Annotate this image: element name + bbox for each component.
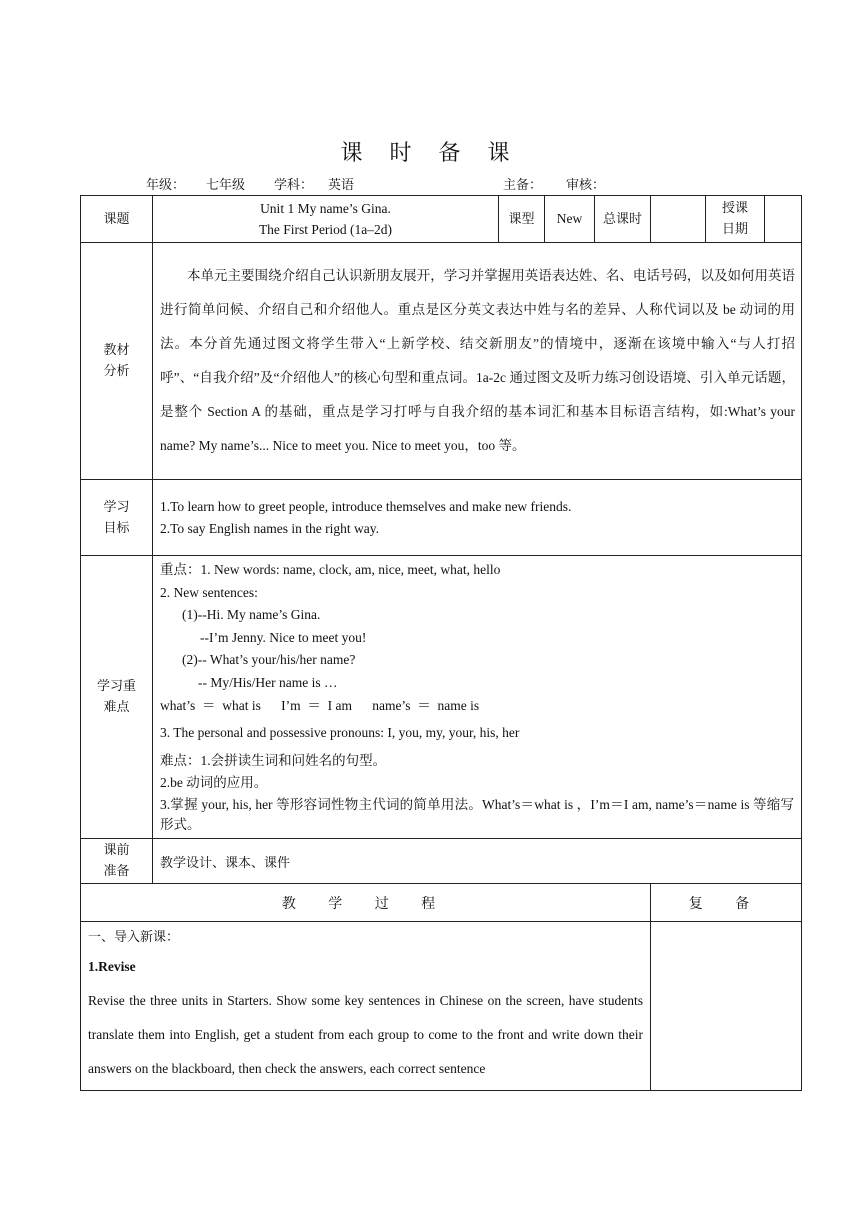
process-header-row	[81, 884, 802, 922]
process-step-title: 1.Revise	[88, 959, 136, 974]
analysis-label: 教材分析	[81, 243, 153, 480]
total-hours-value	[651, 196, 706, 243]
keypoint-line: 2.be 动词的应用。	[160, 775, 268, 791]
analysis-text: 本单元主要围绕介绍自己认识新朋友展开，学习并掌握用英语表达姓、名、电话号码，以及如何用英语进行简单问候、介绍自己和介绍他人。重点是区分英文表达中姓与名的差异、人称代词以及 be 动词的用法。本分首先通过图文将学生带入“上新学校、结交新朋友”的情境中，逐渐在该境中输入“与人打招呼”、“自我介绍”及“介绍他人”的核心句型和重点词。1a-2c 通过图文及听力练习创设语境、引入单元话题，是整个 Section A 的基础，重点是学习打呼与自我介绍的基本词汇和基本目标语言结构，如:What’s your name? My name’s... Nice to meet you. Nice to meet you，too 等。	[160, 268, 795, 453]
keypoints-label: 学习重难点	[81, 556, 153, 839]
date-value	[765, 196, 802, 243]
goal-line-2: 2.To say English names in the right way.	[160, 520, 380, 536]
date-label: 授课日期	[706, 196, 765, 243]
analysis-text-cell	[153, 243, 802, 480]
goal-line-1: 1.To learn how to greet people, introduce themselves and make new friends.	[160, 498, 572, 514]
keypoint-line: 2. New sentences:	[160, 584, 258, 600]
prep-value: 教学设计、课本、课件	[153, 839, 802, 884]
review-header: 复 备	[651, 884, 802, 922]
keypoint-line: (1)--Hi. My name’s Gina.	[182, 607, 321, 623]
goals-cell	[153, 480, 802, 556]
prep-label: 课前准备	[81, 839, 153, 884]
keypoint-line: (2)-- What’s your/his/her name?	[182, 652, 356, 668]
subject-label: 学科：	[274, 178, 314, 193]
keypoint-line: 3. The personal and possessive pronouns: I, you, my, your, his, her	[160, 725, 520, 741]
topic-label: 课题	[81, 196, 153, 243]
keypoint-line: 重点：1. New words: name, clock, am, nice, meet, what, hello	[160, 562, 501, 578]
review-cell	[651, 922, 802, 1091]
page-title: 课 时 备 课	[340, 141, 520, 166]
keypoints-row	[81, 556, 802, 839]
keypoint-line: 难点：1.会拼读生词和问姓名的句型。	[160, 752, 387, 768]
prep-row	[81, 839, 802, 884]
goals-label: 学习目标	[81, 480, 153, 556]
type-label: 课型	[499, 196, 545, 243]
keypoint-line: what’s ＝ what is I’m ＝ I am name’s ＝ name is	[160, 697, 480, 713]
topic-row	[81, 196, 802, 243]
goals-row	[81, 480, 802, 556]
process-cell	[81, 922, 651, 1091]
keypoint-line: 3.掌握 your, his, her 等形容词性物主代词的简单用法。What’s＝what is ，I’m＝I am, name’s＝name is 等缩写形式。	[160, 796, 794, 832]
process-step-text: Revise the three units in Starters. Show some key sentences in Chinese on the screen, have students translate them into English, get a student from each group to come to the front and write down their answers on the blackboard, then check the answers, each correct sentence	[88, 993, 643, 1076]
type-value: New	[545, 196, 595, 243]
process-row	[81, 922, 802, 1091]
keypoint-line: -- My/His/Her name is …	[198, 675, 338, 690]
keypoints-cell	[153, 556, 802, 839]
grade-value: 七年级	[206, 178, 246, 193]
topic-title-line1: Unit 1 My name’s Gina.	[260, 201, 391, 216]
topic-title	[153, 196, 499, 243]
keypoint-line: --I’m Jenny. Nice to meet you!	[200, 629, 367, 645]
analysis-row	[81, 243, 802, 480]
process-header: 教 学 过 程	[81, 884, 651, 922]
total-hours-label: 总课时	[595, 196, 651, 243]
topic-title-line2: The First Period (1a–2d)	[258, 222, 393, 237]
lesson-plan-table	[80, 195, 802, 1091]
grade-label: 年级：	[146, 178, 186, 193]
review-label: 审核：	[566, 178, 606, 193]
subject-value: 英语	[328, 178, 355, 193]
process-section-title: 一、导入新课：	[88, 930, 180, 945]
lead-label: 主备：	[503, 178, 543, 193]
